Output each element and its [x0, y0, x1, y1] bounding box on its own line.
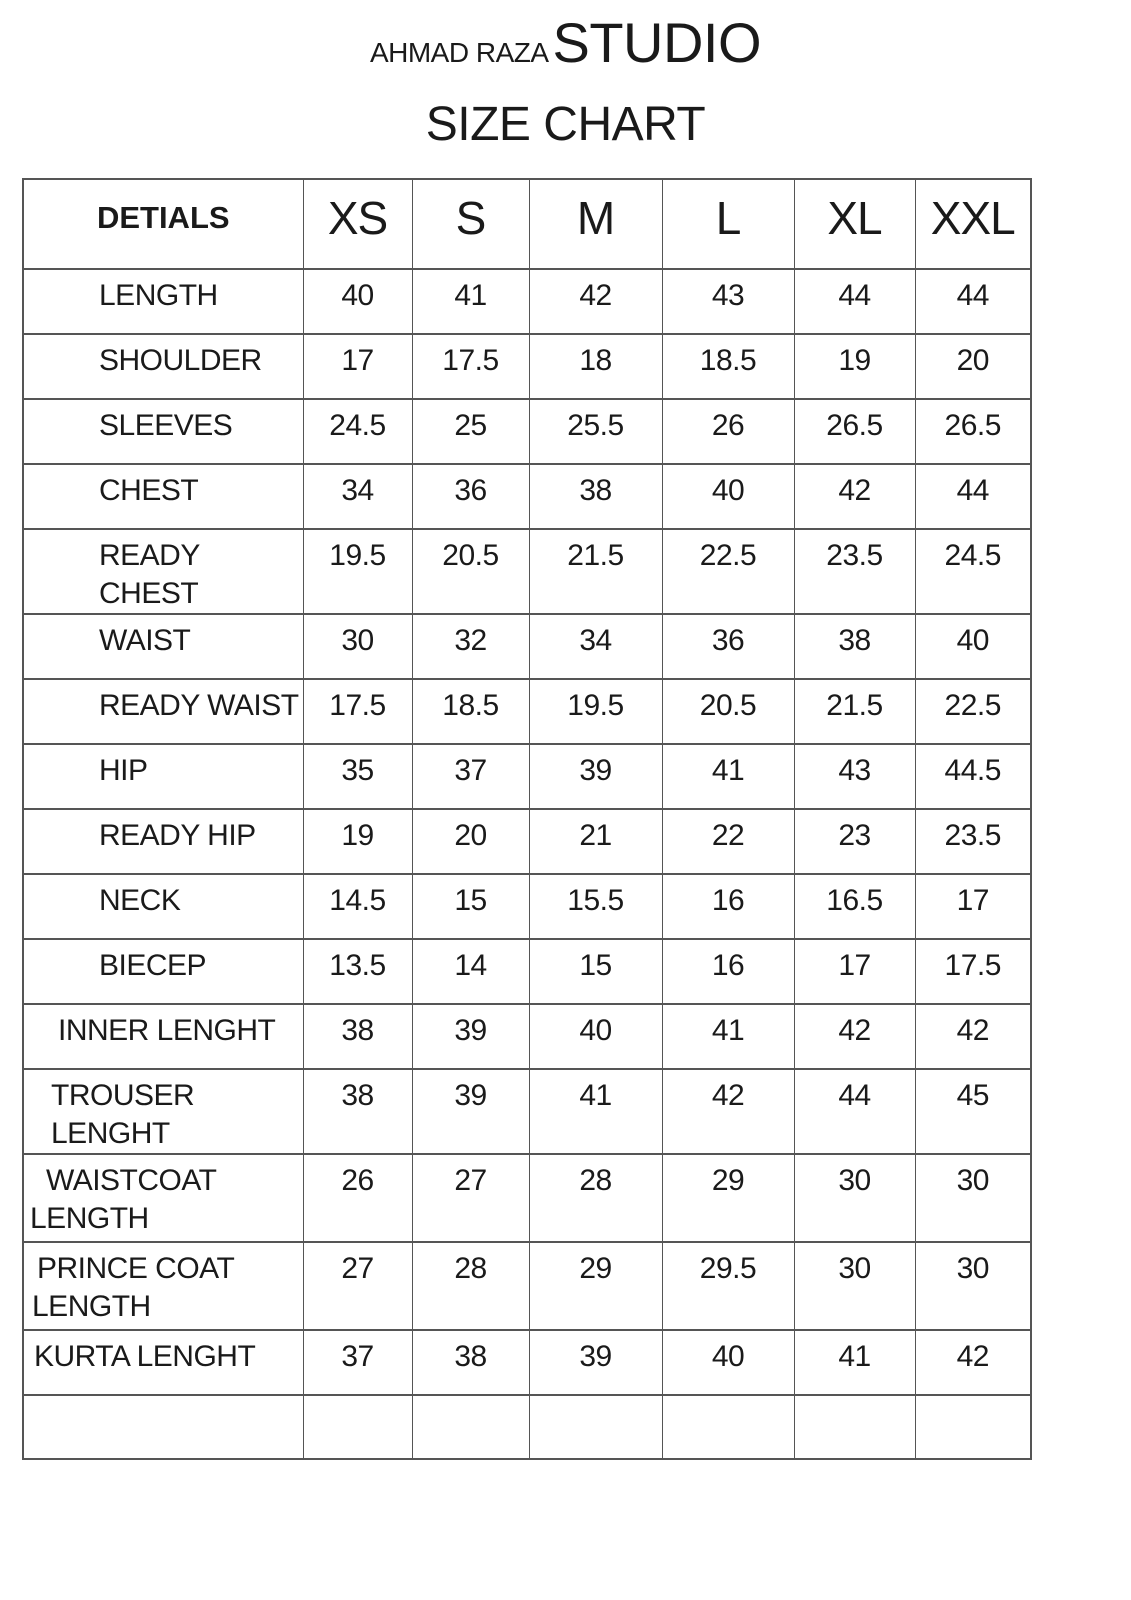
cell-value: 19.5: [529, 679, 662, 744]
cell-value: 16: [662, 874, 794, 939]
row-label: BIECEP: [23, 939, 303, 1004]
cell-value: 41: [662, 744, 794, 809]
cell-value: 42: [662, 1069, 794, 1154]
column-header-xs: XS: [303, 179, 412, 269]
table-row: [23, 874, 1031, 939]
cell-value: [794, 1395, 915, 1459]
cell-value: 14.5: [303, 874, 412, 939]
brand-name-large: STUDIO: [552, 11, 762, 74]
cell-value: 29: [529, 1242, 662, 1330]
cell-value: 44: [915, 464, 1031, 529]
cell-value: [915, 1395, 1031, 1459]
cell-value: [303, 1395, 412, 1459]
cell-value: 45: [915, 1069, 1031, 1154]
cell-value: 14: [412, 939, 529, 1004]
cell-value: 22.5: [662, 529, 794, 614]
cell-value: 15.5: [529, 874, 662, 939]
cell-value: 28: [412, 1242, 529, 1330]
cell-value: 23: [794, 809, 915, 874]
cell-value: 21.5: [529, 529, 662, 614]
cell-value: 30: [915, 1154, 1031, 1242]
cell-value: 19.5: [303, 529, 412, 614]
page-title: SIZE CHART: [425, 98, 706, 151]
table-row: [23, 679, 1031, 744]
cell-value: 40: [662, 464, 794, 529]
cell-value: 29: [662, 1154, 794, 1242]
cell-value: 19: [303, 809, 412, 874]
cell-value: 30: [794, 1242, 915, 1330]
cell-value: 30: [303, 614, 412, 679]
row-label: SLEEVES: [23, 399, 303, 464]
size-chart-table: [22, 178, 1032, 1460]
cell-value: 44: [915, 269, 1031, 334]
row-label: READY WAIST: [23, 679, 303, 744]
cell-value: 20.5: [662, 679, 794, 744]
table-header: [23, 179, 1031, 269]
cell-value: 34: [529, 614, 662, 679]
cell-value: 27: [303, 1242, 412, 1330]
cell-value: 42: [794, 464, 915, 529]
cell-value: 44: [794, 269, 915, 334]
cell-value: 20: [412, 809, 529, 874]
cell-value: 44: [794, 1069, 915, 1154]
brand-line: [0, 0, 1131, 75]
cell-value: 23.5: [794, 529, 915, 614]
cell-value: 41: [662, 1004, 794, 1069]
cell-value: 17: [794, 939, 915, 1004]
table-row: [23, 464, 1031, 529]
cell-value: 36: [412, 464, 529, 529]
column-header-l: L: [662, 179, 794, 269]
cell-value: 38: [529, 464, 662, 529]
cell-value: 17.5: [303, 679, 412, 744]
column-header-s: S: [412, 179, 529, 269]
cell-value: 25: [412, 399, 529, 464]
cell-value: 35: [303, 744, 412, 809]
cell-value: 18: [529, 334, 662, 399]
table-header-row: [23, 179, 1031, 269]
table-row: [23, 1004, 1031, 1069]
cell-value: 37: [412, 744, 529, 809]
table-row: [23, 1330, 1031, 1395]
cell-value: 41: [794, 1330, 915, 1395]
table-row: [23, 614, 1031, 679]
cell-value: 27: [412, 1154, 529, 1242]
row-label: SHOULDER: [23, 334, 303, 399]
table-row: [23, 1242, 1031, 1330]
table-body: [23, 269, 1031, 1459]
cell-value: 26: [662, 399, 794, 464]
cell-value: 38: [303, 1004, 412, 1069]
table-row: [23, 399, 1031, 464]
row-label: KURTA LENGHT: [23, 1330, 303, 1395]
cell-value: 22: [662, 809, 794, 874]
row-label: NECK: [23, 874, 303, 939]
table-row: [23, 939, 1031, 1004]
table-row: [23, 1154, 1031, 1242]
cell-value: 38: [412, 1330, 529, 1395]
cell-value: 16.5: [794, 874, 915, 939]
cell-value: 43: [794, 744, 915, 809]
cell-value: 24.5: [915, 529, 1031, 614]
cell-value: 32: [412, 614, 529, 679]
cell-value: 37: [303, 1330, 412, 1395]
cell-value: 30: [794, 1154, 915, 1242]
cell-value: 20: [915, 334, 1031, 399]
cell-value: 43: [662, 269, 794, 334]
cell-value: 38: [794, 614, 915, 679]
cell-value: 21: [529, 809, 662, 874]
cell-value: 34: [303, 464, 412, 529]
cell-value: 30: [915, 1242, 1031, 1330]
cell-value: 42: [915, 1330, 1031, 1395]
row-label: READY CHEST: [23, 529, 303, 614]
cell-value: 44.5: [915, 744, 1031, 809]
cell-value: 21.5: [794, 679, 915, 744]
cell-value: 18.5: [662, 334, 794, 399]
cell-value: 26.5: [794, 399, 915, 464]
cell-value: [529, 1395, 662, 1459]
cell-value: 42: [794, 1004, 915, 1069]
table-row: [23, 1069, 1031, 1154]
table-row: [23, 744, 1031, 809]
cell-value: 26: [303, 1154, 412, 1242]
cell-value: 40: [529, 1004, 662, 1069]
cell-value: 22.5: [915, 679, 1031, 744]
cell-value: 24.5: [303, 399, 412, 464]
table-row: [23, 269, 1031, 334]
cell-value: 26.5: [915, 399, 1031, 464]
table-row: [23, 809, 1031, 874]
cell-value: 40: [303, 269, 412, 334]
row-label: HIP: [23, 744, 303, 809]
cell-value: 41: [412, 269, 529, 334]
cell-value: 39: [529, 744, 662, 809]
cell-value: 16: [662, 939, 794, 1004]
table-row: [23, 529, 1031, 614]
cell-value: 29.5: [662, 1242, 794, 1330]
cell-value: 17.5: [915, 939, 1031, 1004]
row-label: PRINCE COAT LENGTH: [23, 1242, 303, 1330]
row-label: CHEST: [23, 464, 303, 529]
row-label: LENGTH: [23, 269, 303, 334]
row-label: [23, 1395, 303, 1459]
cell-value: 19: [794, 334, 915, 399]
cell-value: 39: [529, 1330, 662, 1395]
cell-value: 17: [303, 334, 412, 399]
table-row: [23, 1395, 1031, 1459]
cell-value: 17: [915, 874, 1031, 939]
cell-value: 39: [412, 1069, 529, 1154]
cell-value: 42: [529, 269, 662, 334]
table-row: [23, 334, 1031, 399]
cell-value: 41: [529, 1069, 662, 1154]
cell-value: 28: [529, 1154, 662, 1242]
row-label: WAISTCOAT LENGTH: [23, 1154, 303, 1242]
cell-value: [662, 1395, 794, 1459]
cell-value: [412, 1395, 529, 1459]
column-header-detials: DETIALS: [23, 179, 303, 269]
cell-value: 42: [915, 1004, 1031, 1069]
column-header-xl: XL: [794, 179, 915, 269]
cell-value: 38: [303, 1069, 412, 1154]
row-label: TROUSER LENGHT: [23, 1069, 303, 1154]
cell-value: 25.5: [529, 399, 662, 464]
row-label: READY HIP: [23, 809, 303, 874]
brand-name-small: AHMAD RAZA: [369, 37, 549, 68]
cell-value: 13.5: [303, 939, 412, 1004]
cell-value: 40: [662, 1330, 794, 1395]
cell-value: 17.5: [412, 334, 529, 399]
column-header-m: M: [529, 179, 662, 269]
row-label: INNER LENGHT: [23, 1004, 303, 1069]
column-header-xxl: XXL: [915, 179, 1031, 269]
cell-value: 36: [662, 614, 794, 679]
row-label: WAIST: [23, 614, 303, 679]
cell-value: 23.5: [915, 809, 1031, 874]
cell-value: 20.5: [412, 529, 529, 614]
cell-value: 18.5: [412, 679, 529, 744]
cell-value: 15: [412, 874, 529, 939]
cell-value: 39: [412, 1004, 529, 1069]
cell-value: 40: [915, 614, 1031, 679]
cell-value: 15: [529, 939, 662, 1004]
